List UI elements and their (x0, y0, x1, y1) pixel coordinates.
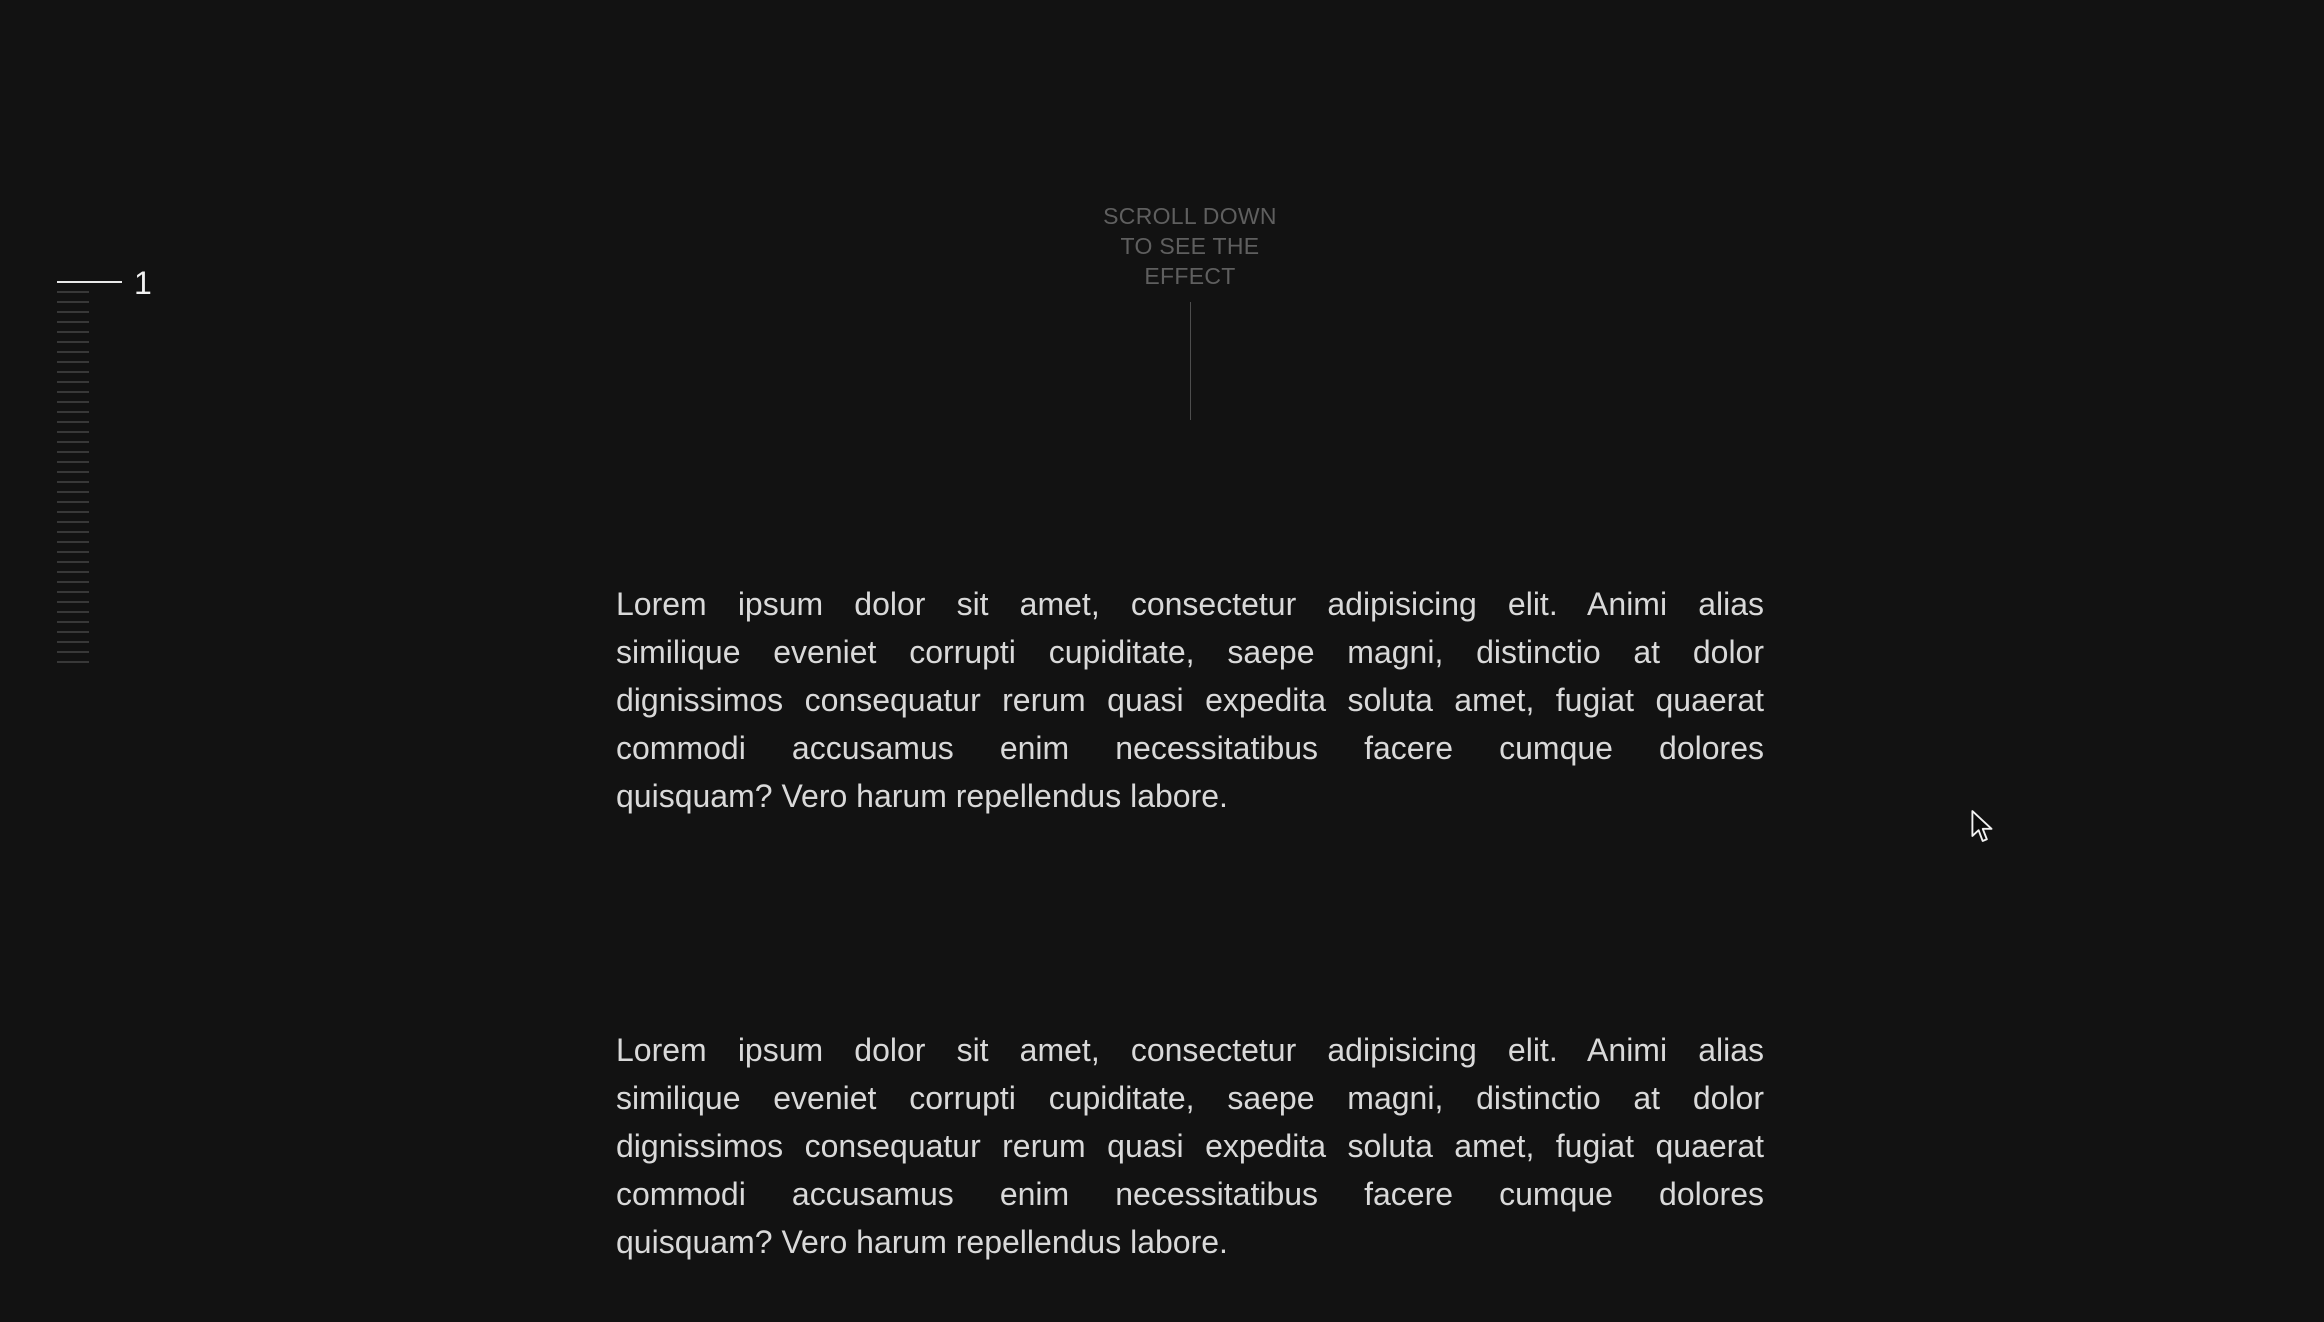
ruler-tick (57, 341, 89, 343)
paragraph-line: similique eveniet corrupti cupiditate, saepe magni, distinctio at dolor (616, 634, 1764, 670)
arrow-pointer-icon (1971, 810, 1994, 845)
ruler-tick (57, 431, 89, 433)
ruler-tick (57, 471, 89, 473)
ruler-tick (57, 621, 89, 623)
ruler-tick (57, 371, 89, 373)
paragraph-line: Lorem ipsum dolor sit amet, consectetur adipisicing elit. Animi alias (616, 1032, 1764, 1068)
ruler-tick (57, 291, 89, 293)
ruler-tick (57, 541, 89, 543)
paragraph-line: commodi accusamus enim necessitatibus facere cumque dolores (616, 1176, 1764, 1212)
ruler-tick (57, 461, 89, 463)
ruler (57, 265, 152, 671)
paragraph-line: quisquam? Vero harum repellendus labore. (616, 1224, 1228, 1260)
ruler-tick (57, 321, 89, 323)
ruler-tick (57, 391, 89, 393)
ruler-tick (57, 361, 89, 363)
ruler-tick (57, 451, 89, 453)
scroll-hint-line: SCROLL DOWN (1103, 203, 1277, 229)
paragraph (616, 580, 1764, 820)
scroll-hint-line: EFFECT (1144, 263, 1236, 289)
paragraph (616, 1026, 1764, 1266)
paragraph-line: dignissimos consequatur rerum quasi expedita soluta amet, fugiat quaerat (616, 682, 1764, 718)
paragraph-line: dignissimos consequatur rerum quasi expedita soluta amet, fugiat quaerat (616, 1128, 1764, 1164)
ruler-tick (57, 561, 89, 563)
ruler-tick (57, 501, 89, 503)
ruler-tick (57, 421, 89, 423)
ruler-tick (57, 521, 89, 523)
ruler-tick (57, 351, 89, 353)
ruler-active-tick (57, 281, 122, 283)
scroll-hint (1060, 201, 1320, 291)
ruler-tick (57, 301, 89, 303)
ruler-tick (57, 331, 89, 333)
ruler-tick (57, 481, 89, 483)
ruler-tick (57, 491, 89, 493)
ruler-tick (57, 601, 89, 603)
paragraph-line: Lorem ipsum dolor sit amet, consectetur adipisicing elit. Animi alias (616, 586, 1764, 622)
ruler-tick (57, 661, 89, 663)
scroll-hint-line: TO SEE THE (1120, 233, 1260, 259)
ruler-tick (57, 581, 89, 583)
ruler-tick (57, 511, 89, 513)
ruler-label: 1 (134, 265, 152, 301)
ruler-tick (57, 401, 89, 403)
ruler-tick (57, 441, 89, 443)
ruler-tick (57, 571, 89, 573)
ruler-tick (57, 381, 89, 383)
ruler-tick (57, 411, 89, 413)
paragraph-line: commodi accusamus enim necessitatibus facere cumque dolores (616, 730, 1764, 766)
ruler-tick (57, 531, 89, 533)
ruler-tick (57, 551, 89, 553)
ruler-tick (57, 311, 89, 313)
ruler-tick (57, 591, 89, 593)
ruler-tick (57, 651, 89, 653)
ruler-tick (57, 611, 89, 613)
ruler-tick (57, 641, 89, 643)
scroll-indicator-line (1190, 302, 1191, 420)
paragraph-line: similique eveniet corrupti cupiditate, saepe magni, distinctio at dolor (616, 1080, 1764, 1116)
paragraph-line: quisquam? Vero harum repellendus labore. (616, 778, 1228, 814)
ruler-tick (57, 631, 89, 633)
ruler-ticks (57, 291, 122, 663)
